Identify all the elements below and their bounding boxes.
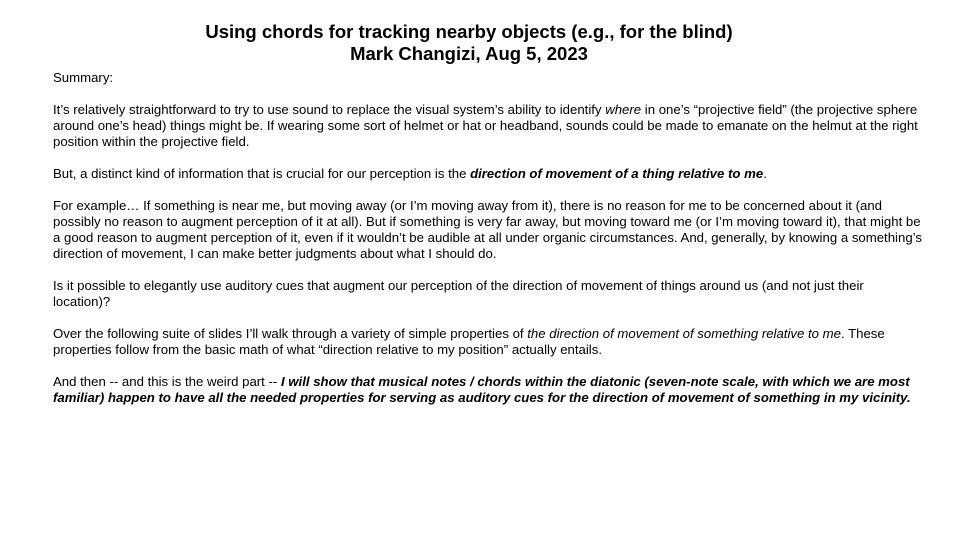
paragraph-2-text-c: .: [763, 166, 767, 181]
paragraph-5-text-c: . These properties follow from the basic math of what “direction relative to my position” actually entails.: [53, 326, 885, 357]
paragraph-1-text-c: in one’s “projective field” (the projective sphere around one’s head) things might be. If wearing some sort of helmet or hat or headband, sounds could be made to emanate on the helmut at the right position within the projective field.: [53, 102, 918, 149]
paragraph-4: Is it possible to elegantly use auditory cues that augment our perception of the direction of movement of things around us (and not just their location)?: [53, 278, 864, 309]
title-line: Using chords for tracking nearby objects (e.g., for the blind): [205, 21, 733, 42]
paragraph-2-emphasis: direction of movement of a thing relative to me: [470, 166, 764, 181]
summary-label: Summary:: [53, 70, 114, 85]
paragraph-5-emphasis: the direction of movement of something relative to me: [527, 326, 841, 341]
author-date-line: Mark Changizi, Aug 5, 2023: [350, 43, 588, 64]
paragraph-5: [53, 326, 923, 358]
paragraph-1-text-a: It’s relatively straightforward to try to use sound to replace the visual system’s ability to identify: [53, 102, 606, 117]
paragraph-1-emphasis: where: [605, 102, 642, 117]
paragraph-6-text-a: And then -- and this is the weird part --: [53, 374, 281, 389]
paragraph-2-text-a: But, a distinct kind of information that is crucial for our perception is the: [53, 166, 471, 181]
paragraph-6: [53, 374, 923, 406]
paragraph-5-text-a: Over the following suite of slides I’ll walk through a variety of simple properties of: [53, 326, 528, 341]
paragraph-6-emphasis: I will show that musical notes / chords within the diatonic (seven-note scale, with which we are most familiar) happen to have all the needed properties for serving as auditory cues for the direction of movement of something in my vicinity.: [53, 374, 911, 405]
slide-body: [53, 70, 923, 422]
paragraph-1: [53, 102, 923, 150]
paragraph-3: For example… If something is near me, but moving away (or I’m moving away from it), there is no reason for me to be concerned about it (and possibly no reason to augment perception of it at all). But if something is very far away, but moving toward me (or I’m moving toward it), that might be a good reason to augment perception of it, even if it wouldn’t be audible at all under organic circumstances. And, generally, by knowing a something’s direction of movement, I can make better judgments about what I should do.: [53, 198, 922, 261]
paragraph-2: [53, 166, 923, 182]
slide-title: [0, 21, 938, 65]
